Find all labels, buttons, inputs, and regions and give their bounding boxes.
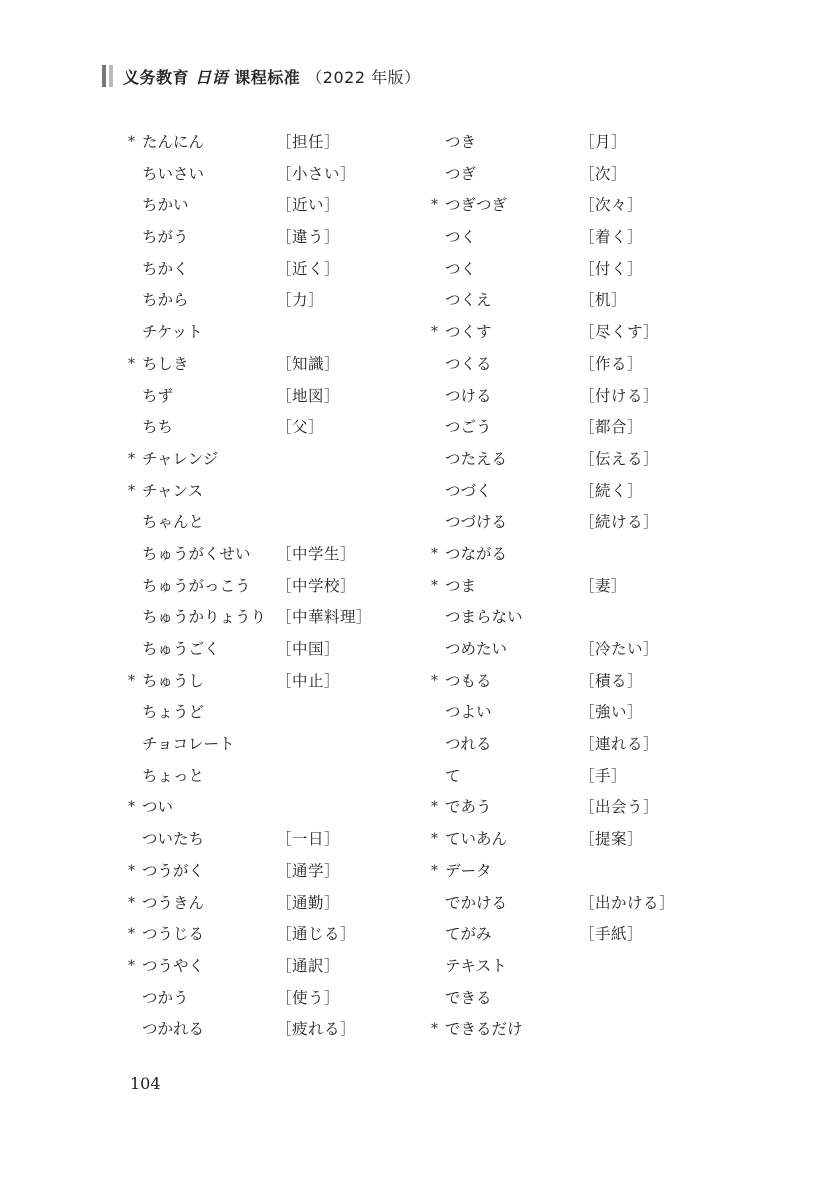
vocab-reading: つぎつぎ bbox=[445, 196, 508, 215]
vocab-reading: ちず bbox=[142, 386, 174, 405]
vocab-reading: たんにん bbox=[142, 133, 205, 151]
vocab-kanji: ［強い］ bbox=[579, 703, 644, 722]
vocab-reading: ついたち bbox=[142, 830, 205, 849]
vocab-kanji: ［中止］ bbox=[276, 671, 341, 690]
asterisk-mark: * bbox=[431, 324, 438, 341]
asterisk-mark: * bbox=[128, 482, 135, 499]
vocab-kanji: ［力］ bbox=[276, 291, 325, 310]
vocab-reading: つき bbox=[445, 133, 477, 151]
asterisk-mark: * bbox=[128, 672, 135, 689]
asterisk-mark: * bbox=[128, 862, 135, 879]
vocab-kanji: ［着く］ bbox=[579, 228, 644, 247]
vocab-reading: ちゃんと bbox=[142, 513, 205, 532]
vocab-kanji: ［妻］ bbox=[579, 576, 628, 595]
asterisk-mark: * bbox=[128, 134, 135, 150]
vocab-reading: テキスト bbox=[445, 956, 507, 975]
vocab-kanji: ［小さい］ bbox=[276, 164, 357, 183]
vocab-kanji: ［通訳］ bbox=[276, 956, 341, 975]
vocab-reading: チャレンジ bbox=[142, 449, 219, 468]
vocab-reading: チケット bbox=[142, 323, 203, 342]
vocab-kanji: ［積る］ bbox=[579, 671, 644, 690]
vocab-kanji: ［一日］ bbox=[276, 830, 341, 849]
vocab-kanji: ［疲れる］ bbox=[276, 1020, 357, 1039]
vocab-reading: つくす bbox=[445, 323, 492, 342]
vocab-reading: ちち bbox=[142, 418, 174, 437]
vocab-kanji: ［都合］ bbox=[579, 418, 644, 437]
header-bar-dark bbox=[102, 65, 106, 87]
vocab-reading: できる bbox=[445, 988, 492, 1007]
vocab-reading: ちゅうがくせい bbox=[142, 544, 251, 563]
vocab-reading: ていあん bbox=[445, 830, 508, 849]
vocab-kanji: ［手紙］ bbox=[579, 925, 644, 944]
vocab-reading: つかれる bbox=[142, 1020, 205, 1039]
vocab-reading: ちょうど bbox=[142, 703, 205, 722]
vocab-reading: つく bbox=[445, 228, 477, 247]
vocab-kanji: ［作る］ bbox=[579, 354, 644, 373]
vocab-kanji: ［使う］ bbox=[276, 988, 341, 1007]
vocab-reading: チャンス bbox=[142, 481, 204, 500]
vocab-reading: つうきん bbox=[142, 893, 205, 912]
vocab-reading: ちゅうがっこう bbox=[142, 576, 251, 595]
vocab-reading: であう bbox=[445, 798, 492, 817]
vocab-reading: つうがく bbox=[142, 861, 205, 880]
vocab-reading: ちから bbox=[142, 291, 189, 310]
vocab-reading: ちがう bbox=[142, 228, 189, 247]
vocab-reading: ちゅうかりょうり bbox=[142, 608, 267, 627]
vocab-reading: つづける bbox=[445, 513, 508, 532]
vocab-reading: つま bbox=[445, 576, 477, 595]
vocab-reading: ちしき bbox=[142, 354, 189, 373]
vocab-kanji: ［手］ bbox=[579, 766, 628, 785]
vocab-kanji: ［連れる］ bbox=[579, 735, 660, 754]
vocab-reading: つうやく bbox=[142, 956, 205, 975]
vocab-reading: つごう bbox=[445, 418, 492, 437]
asterisk-mark: * bbox=[128, 450, 135, 467]
vocab-reading: てがみ bbox=[445, 925, 492, 944]
asterisk-mark: * bbox=[431, 1021, 438, 1038]
vocab-reading: つづく bbox=[445, 481, 492, 500]
vocab-kanji: ［担任］ bbox=[276, 133, 341, 151]
vocab-kanji: ［出かける］ bbox=[579, 893, 676, 912]
vocab-reading: ちょっと bbox=[142, 766, 205, 785]
vocab-reading: つくえ bbox=[445, 291, 492, 310]
vocab-kanji: ［続く］ bbox=[579, 481, 644, 500]
header-bars-decoration bbox=[102, 65, 113, 87]
vocab-kanji: ［付ける］ bbox=[579, 386, 660, 405]
vocab-reading: つたえる bbox=[445, 449, 508, 468]
vocab-reading: つく bbox=[445, 259, 477, 278]
asterisk-mark: * bbox=[128, 894, 135, 911]
running-header bbox=[102, 64, 421, 88]
vocab-kanji: ［地図］ bbox=[276, 386, 341, 405]
header-bar-light bbox=[109, 65, 113, 87]
vocab-reading: つまらない bbox=[445, 608, 523, 627]
vocab-reading: ちゅうし bbox=[142, 671, 205, 690]
vocab-reading: つうじる bbox=[142, 925, 205, 944]
vocab-kanji: ［出会う］ bbox=[579, 798, 660, 817]
vocab-reading: つもる bbox=[445, 671, 492, 690]
vocab-reading: データ bbox=[445, 861, 492, 880]
vocab-kanji: ［違う］ bbox=[276, 228, 341, 247]
vocab-kanji: ［続ける］ bbox=[579, 513, 660, 532]
vocab-reading: ちいさい bbox=[142, 164, 205, 183]
vocab-reading: できるだけ bbox=[445, 1020, 523, 1039]
asterisk-mark: * bbox=[128, 926, 135, 943]
vocab-reading: つよい bbox=[445, 703, 492, 722]
vocab-kanji: ［近く］ bbox=[276, 259, 341, 278]
vocab-kanji: ［中学生］ bbox=[276, 544, 357, 563]
vocab-kanji: ［次］ bbox=[579, 164, 628, 183]
asterisk-mark: * bbox=[431, 577, 438, 594]
vocab-kanji: ［冷たい］ bbox=[579, 640, 660, 658]
page-number: 104 bbox=[130, 1074, 161, 1093]
asterisk-mark: * bbox=[431, 831, 438, 848]
vocab-kanji: ［中国］ bbox=[276, 640, 341, 658]
vocab-reading: チョコレート bbox=[142, 735, 235, 754]
asterisk-mark: * bbox=[431, 862, 438, 879]
vocab-reading: つぎ bbox=[445, 164, 477, 183]
vocab-kanji: ［通じる］ bbox=[276, 925, 357, 944]
vocab-reading: つかう bbox=[142, 988, 189, 1007]
vocab-reading: て bbox=[445, 766, 461, 785]
vocab-reading: つい bbox=[142, 798, 174, 817]
vocab-reading: ちかい bbox=[142, 196, 189, 215]
vocab-kanji: ［机］ bbox=[579, 291, 628, 310]
vocab-kanji: ［通学］ bbox=[276, 861, 341, 880]
header-title-part4: （2022 年版） bbox=[306, 67, 421, 87]
vocab-reading: でかける bbox=[445, 893, 508, 912]
asterisk-mark: * bbox=[128, 355, 135, 372]
vocab-kanji: ［近い］ bbox=[276, 196, 341, 215]
header-title-part3: 课程标准 bbox=[234, 67, 301, 87]
vocab-reading: ちゅうごく bbox=[142, 640, 220, 658]
asterisk-mark: * bbox=[431, 197, 438, 214]
vocab-kanji: ［通勤］ bbox=[276, 893, 341, 912]
asterisk-mark: * bbox=[431, 672, 438, 689]
vocab-reading: つながる bbox=[445, 544, 508, 563]
asterisk-mark: * bbox=[431, 545, 438, 562]
vocab-reading: ちかく bbox=[142, 259, 189, 278]
vocab-kanji: ［中学校］ bbox=[276, 576, 357, 595]
vocab-kanji: ［提案］ bbox=[579, 830, 644, 849]
vocab-reading: つける bbox=[445, 386, 492, 405]
vocab-kanji: ［伝える］ bbox=[579, 449, 660, 468]
vocab-reading: つめたい bbox=[445, 640, 508, 658]
vocab-kanji: ［中華料理］ bbox=[276, 608, 373, 627]
vocab-kanji: ［知識］ bbox=[276, 354, 341, 373]
asterisk-mark: * bbox=[128, 957, 135, 974]
vocab-kanji: ［次々］ bbox=[579, 196, 644, 215]
asterisk-mark: * bbox=[128, 799, 135, 816]
vocab-kanji: ［月］ bbox=[579, 133, 628, 151]
header-title bbox=[123, 65, 421, 88]
header-title-part2: 日语 bbox=[195, 67, 229, 87]
vocab-kanji: ［付く］ bbox=[579, 259, 644, 278]
asterisk-mark: * bbox=[431, 799, 438, 816]
header-title-part1: 义务教育 bbox=[123, 67, 190, 87]
vocab-reading: つくる bbox=[445, 354, 492, 373]
vocab-kanji: ［尽くす］ bbox=[579, 323, 660, 342]
vocab-reading: つれる bbox=[445, 735, 492, 754]
vocab-kanji: ［父］ bbox=[276, 418, 325, 437]
